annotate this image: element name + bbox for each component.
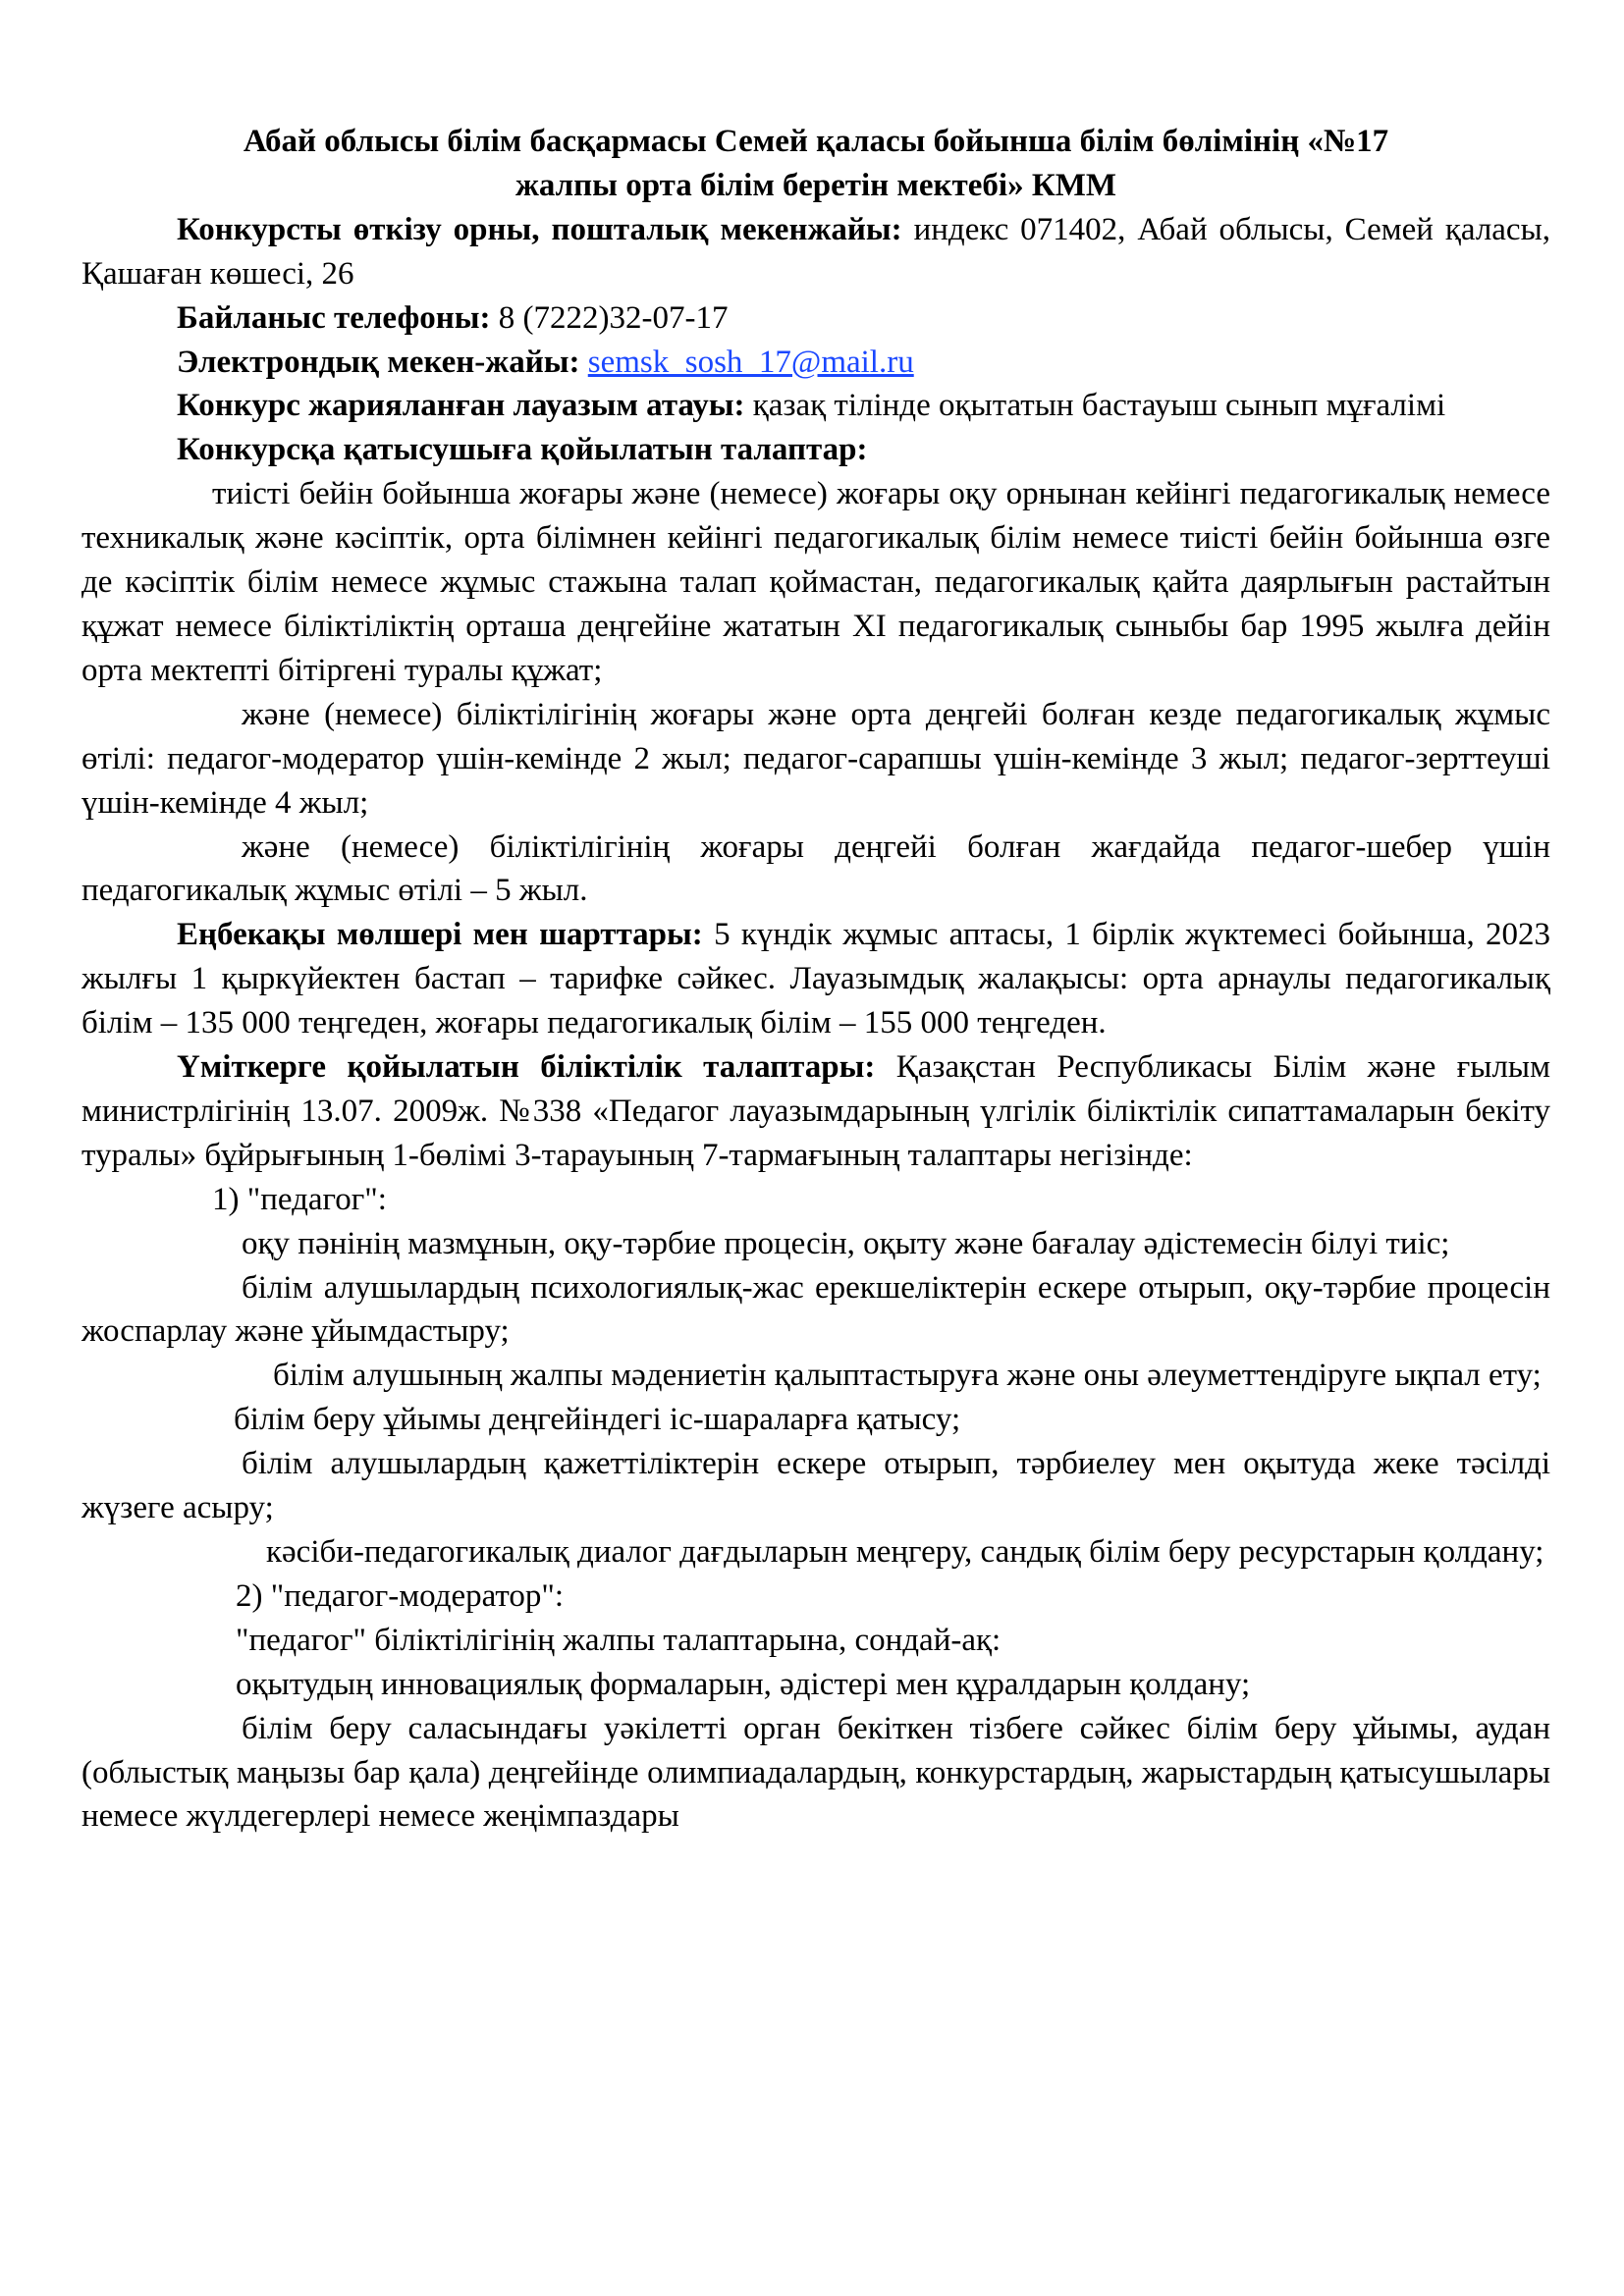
document-title-line-1: Абай облысы білім басқармасы Семей қаласы бойынша білім бөлімінің «№17: [243, 124, 1389, 159]
item-2-point: "педагог" біліктілігінің жалпы талаптарына, сондай-ақ:: [236, 1622, 1001, 1658]
document-title-line-2: жалпы орта білім беретін мектебі» КММ: [514, 167, 1117, 203]
item-1-point: білім алушылардың қажеттіліктерін ескере отырып, тәрбиелеу мен оқытуда жеке тәсілді жүзеге асыру;: [81, 1446, 1550, 1526]
phone-value: 8 (7222)32-07-17: [490, 299, 729, 336]
requirements-paragraph-1: тиісті бейін бойынша жоғары және (немесе) жоғары оқу орнынан кейінгі педагогикалық немесе техникалық және кәсіптік, орта білімнен кейінгі педагогикалық білім немесе тиісті бейін бойынша өзге де кәсіптік білім немесе жұмыс стажына талап қоймастан, педагогикалық қайта даярлығын растайтын құжат немесе біліктіліктің орташа деңгейіне жататын XI педагогикалық сыныбы бар 1995 жылға дейін орта мектепті бітіргені туралы құжат;: [81, 476, 1550, 688]
email-link[interactable]: semsk_sosh_17@mail.ru: [587, 344, 914, 380]
item-1-point: білім алушылардың психологиялық-жас ерекшеліктерін ескере отырып, оқу-тәрбие процесін жоспарлау және ұйымдастыру;: [81, 1269, 1550, 1350]
phone-label: Байланыс телефоны:: [177, 299, 491, 336]
requirements-heading-paragraph: [81, 428, 1550, 472]
salary-paragraph: [81, 913, 1550, 1045]
salary-label: Еңбекақы мөлшері мен шарттары:: [177, 917, 703, 953]
requirements-heading: Конкурсқа қатысушыға қойылатын талаптар:: [177, 432, 868, 468]
venue-value: индекс 071402, Абай облысы, Семей қаласы, Қашаған көшесі, 26: [81, 211, 1551, 292]
email-label: Электрондық мекен-жайы:: [177, 344, 580, 380]
salary-value: 5 күндік жұмыс аптасы, 1 бірлік жүктемесі бойынша, 2023 жылғы 1 қыркүйектен бастап – тарифке сәйкес. Лауазымдық жалақысы: орта арнаулы педагогикалық білім – 135 000 теңгеден, жоғары педагогикалық білім – 155 000 теңгеден.: [81, 917, 1550, 1041]
item-1-point: білім беру ұйымы деңгейіндегі іс-шараларға қатысу;: [234, 1402, 961, 1438]
item-1-point: оқу пәнінің мазмұнын, оқу-тәрбие процесін, оқыту және бағалау әдістемесін білуі тиіс;: [242, 1225, 1450, 1261]
item-2-point: білім беру саласындағы уәкілетті орган бекіткен тізбеге сәйкес білім беру ұйымы, аудан (облыстық маңызы бар қала) деңгейінде олимпиадалардың, конкурстардың, жарыстардың қатысушылары немесе жүлдегерлері немесе жеңімпаздары: [81, 1710, 1550, 1835]
qualification-label: Үміткерге қойылатын біліктілік талаптары:: [177, 1049, 876, 1086]
position-value: қазақ тілінде оқытатын бастауыш сынып мұғалімі: [744, 388, 1446, 424]
item-1-point: кәсіби-педагогикалық диалог дағдыларын меңгеру, сандық білім беру ресурстарын қолдану;: [266, 1534, 1544, 1570]
qualification-paragraph: [81, 1045, 1550, 1178]
qualification-value: Қазақстан Республикасы Білім және ғылым министрлігінің 13.07. 2009ж. №338 «Педагог лауазымдарының үлгілік біліктілік сипаттамаларын бекіту туралы» бұйрығының 1-бөлімі 3-тарауының 7-тармағының талаптары негізінде:: [81, 1049, 1550, 1173]
item-2-label: 2) "педагог-модератор":: [236, 1577, 565, 1614]
document-body: [81, 120, 1550, 1839]
email-paragraph: [81, 341, 1550, 385]
venue-label: Конкурсты өткізу орны, пошталық мекенжайы:: [177, 211, 902, 247]
item-1-label: 1) "педагог":: [212, 1181, 387, 1217]
item-2-point: оқытудың инновациялық формаларын, әдістері мен құралдарын қолдану;: [236, 1666, 1251, 1702]
phone-paragraph: [81, 296, 1550, 341]
requirements-paragraph-3: және (немесе) біліктілігінің жоғары деңгейі болған жағдайда педагог-шебер үшін педагогикалық жұмыс өтілі – 5 жыл.: [81, 828, 1550, 909]
venue-paragraph: [81, 208, 1550, 296]
requirements-paragraph-2: және (немесе) біліктілігінің жоғары және орта деңгейі болған кезде педагогикалық жұмыс өтілі: педагог-модератор үшін-кемінде 2 жыл; педагог-сарапшы үшін-кемінде 3 жыл; педагог-зерттеуші үшін-кемінде 4 жыл;: [81, 696, 1550, 821]
position-label: Конкурс жарияланған лауазым атауы:: [177, 388, 745, 424]
position-paragraph: [81, 384, 1550, 428]
item-1-point: білім алушының жалпы мәдениетін қалыптастыруға және оны әлеуметтендіруге ықпал ету;: [273, 1358, 1542, 1394]
